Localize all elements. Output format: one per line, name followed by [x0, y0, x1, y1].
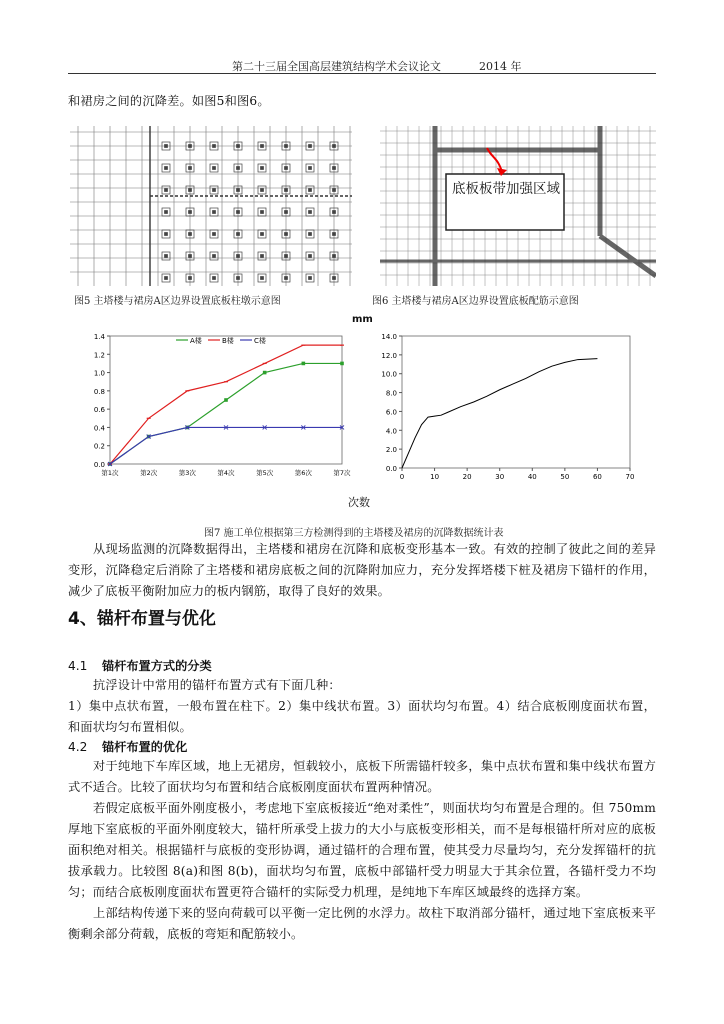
para-4-2-a: 对于纯地下车库区域，地上无裙房，恒载较小，底板下所需锚杆较多，集中点状布置和集中线状布置方式不适合。比较了面状均匀布置和结合底板刚度面状布置两种情况。: [68, 759, 656, 794]
y-tick-label: 0.8: [93, 387, 105, 396]
subsection-4-1-title: 锚杆布置方式的分类: [102, 659, 212, 673]
series-line-A楼: [110, 363, 342, 464]
x-tick-label: 第5次: [256, 469, 274, 477]
para-4-1-intro: 抗浮设计中常用的锚杆布置方式有下面几种：: [93, 678, 341, 692]
series-line-C楼: [110, 427, 342, 464]
fig7-chart-right: [368, 328, 640, 480]
page-header: [232, 58, 522, 74]
y-tick-label: 1.4: [93, 333, 105, 341]
y-tick-label: 8.0: [385, 389, 397, 398]
series-line-沉降: [402, 359, 597, 468]
x-tick-label: 30: [495, 473, 505, 480]
subsection-4-2-num: 4.2: [68, 740, 88, 754]
y-tick-label: 0.2: [93, 442, 105, 451]
data-point: [263, 371, 267, 375]
x-tick-label: 20: [462, 473, 472, 480]
subsection-4-2-title: 锚杆布置的优化: [102, 740, 188, 754]
section-4-heading: 4、锚杆布置与优化: [68, 609, 216, 629]
y-tick-label: 1.2: [93, 351, 105, 360]
legend-label: C楼: [254, 337, 266, 345]
y-tick-label: 12.0: [381, 351, 397, 360]
fig6-callout-text: 底板板带加强区域: [452, 181, 560, 197]
x-tick-label: 40: [527, 473, 537, 480]
y-tick-label: 0.0: [93, 461, 105, 469]
fig7-caption: 图7 施工单位根据第三方检测得到的主塔楼及裙房的沉降数据统计表: [204, 528, 504, 539]
x-tick-label: 第4次: [217, 469, 235, 477]
legend-label: B楼: [222, 337, 234, 345]
fig7-xlabel: 次数: [348, 496, 370, 509]
para-4-2-b: 若假定底板平面外刚度极小，考虑地下室底板接近“绝对柔性”，则面状均匀布置是合理的。但 750mm 厚地下室底板的平面外刚度较大，锚杆所承受上拔力的大小与底板变形相关，而不是每根锚杆所对应的底板面积绝对相关。根据锚杆与底板的变形协调，通过锚杆的合理布置，使其受力尽量均匀，充分发挥锚杆的抗拔承载力。比较图 8(a)和图 8(b)，面状均匀布置，底板中部锚杆受力明显大于其余位置，各锚杆受力不均匀；而结合底板刚度面状布置更符合锚杆的实际受力机理，是纯地下车库区域最终的选择方案。: [68, 801, 656, 899]
fig6-drawing: [380, 126, 656, 286]
header-year: 2014 年: [479, 60, 522, 73]
header-rule: [68, 73, 656, 74]
legend-label: A楼: [190, 337, 202, 345]
y-tick-label: 4.0: [385, 427, 397, 436]
y-tick-label: 1.0: [93, 369, 105, 378]
subsection-4-1: [68, 657, 212, 674]
y-tick-label: 14.0: [381, 333, 397, 341]
x-tick-label: 60: [592, 473, 602, 480]
y-tick-label: 6.0: [385, 408, 397, 417]
x-tick-label: 第2次: [140, 469, 158, 477]
fig7-unit: mm: [352, 314, 373, 325]
para-monitoring: 从现场监测的沉降数据得出，主塔楼和裙房在沉降和底板变形基本一致。有效的控制了彼此之间的差异变形，沉降稳定后消除了主塔楼和裙房底板之间的沉降附加应力，充分发挥塔楼下桩及裙房下锚杆的作用，减少了底板平衡附加应力的板内钢筋，取得了良好的效果。: [68, 542, 656, 598]
y-tick-label: 0.0: [385, 465, 397, 473]
data-point: [224, 398, 228, 402]
fig7-chart-left: [80, 328, 352, 480]
subsection-4-2: [68, 738, 187, 755]
para-4-1-list: 1）集中点状布置，一般布置在柱下。2）集中线状布置。3）面状均匀布置。4）结合底板刚度面状布置，和面状均匀布置相似。: [68, 699, 656, 734]
y-tick-label: 10.0: [381, 370, 397, 379]
fig5-caption: 图5 主塔楼与裙房A区边界设置底板柱墩示意图: [74, 296, 281, 307]
intro-line: 和裙房之间的沉降差。如图5和图6。: [68, 94, 270, 108]
y-tick-label: 2.0: [385, 446, 397, 455]
x-tick-label: 50: [560, 473, 570, 480]
y-tick-label: 0.6: [93, 406, 105, 415]
data-point: [302, 362, 306, 366]
header-title: 第二十三届全国高层建筑结构学术会议论文: [232, 60, 441, 73]
y-tick-label: 0.4: [93, 424, 105, 433]
data-point: [340, 362, 344, 366]
fig6-caption: 图6 主塔楼与裙房A区边界设置底板配筋示意图: [372, 296, 579, 307]
fig5-drawing: [70, 126, 352, 286]
x-tick-label: 10: [430, 473, 440, 480]
chart-right-plot-area: [402, 336, 630, 468]
x-tick-label: 0: [399, 473, 405, 480]
x-tick-label: 第3次: [178, 469, 196, 477]
para-4-2-c: 上部结构传递下来的竖向荷载可以平衡一定比例的水浮力。故柱下取消部分锚杆，通过地下室底板来平衡剩余部分荷载，底板的弯矩和配筋较小。: [68, 906, 656, 941]
x-tick-label: 第1次: [101, 469, 119, 477]
x-tick-label: 第7次: [333, 469, 351, 477]
subsection-4-1-num: 4.1: [68, 659, 88, 673]
x-tick-label: 第6次: [294, 469, 312, 477]
x-tick-label: 70: [625, 473, 635, 480]
